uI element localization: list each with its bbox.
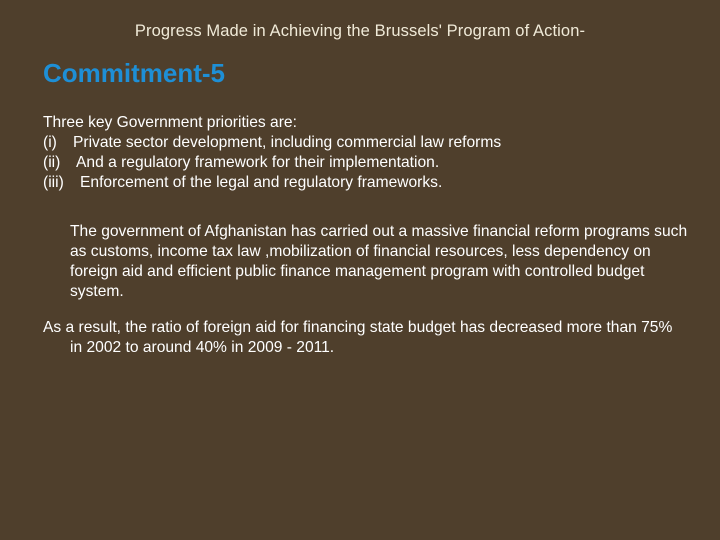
reform-paragraph-block bbox=[43, 222, 700, 302]
priority-marker: (ii) bbox=[43, 154, 61, 171]
priorities-intro: Three key Government priorities are: bbox=[43, 114, 297, 131]
priority-marker: (iii) bbox=[43, 174, 64, 191]
priority-item bbox=[43, 153, 693, 173]
priorities-section bbox=[43, 113, 693, 193]
priority-text: And a regulatory framework for their implementation. bbox=[76, 154, 440, 171]
priority-text: Private sector development, including commercial law reforms bbox=[73, 134, 502, 151]
slide-title: Commitment-5 bbox=[43, 58, 226, 88]
slide-header: Progress Made in Achieving the Brussels' Program of Action- bbox=[134, 22, 586, 40]
reform-paragraph: The government of Afghanistan has carried out a massive financial reform programs such as customs, income tax law ,mobilization of financial resources, less dependency on foreign aid and efficient public finance management program with controlled budget system. bbox=[70, 223, 688, 300]
result-paragraph-block bbox=[43, 318, 683, 358]
priority-item bbox=[43, 133, 693, 153]
priority-marker: (i) bbox=[43, 134, 57, 151]
priority-text: Enforcement of the legal and regulatory frameworks. bbox=[80, 174, 443, 191]
priority-item bbox=[43, 173, 693, 193]
result-paragraph: As a result, the ratio of foreign aid for financing state budget has decreased more than 75% in 2002 to around 40% in 2009 - 2011. bbox=[43, 319, 673, 356]
